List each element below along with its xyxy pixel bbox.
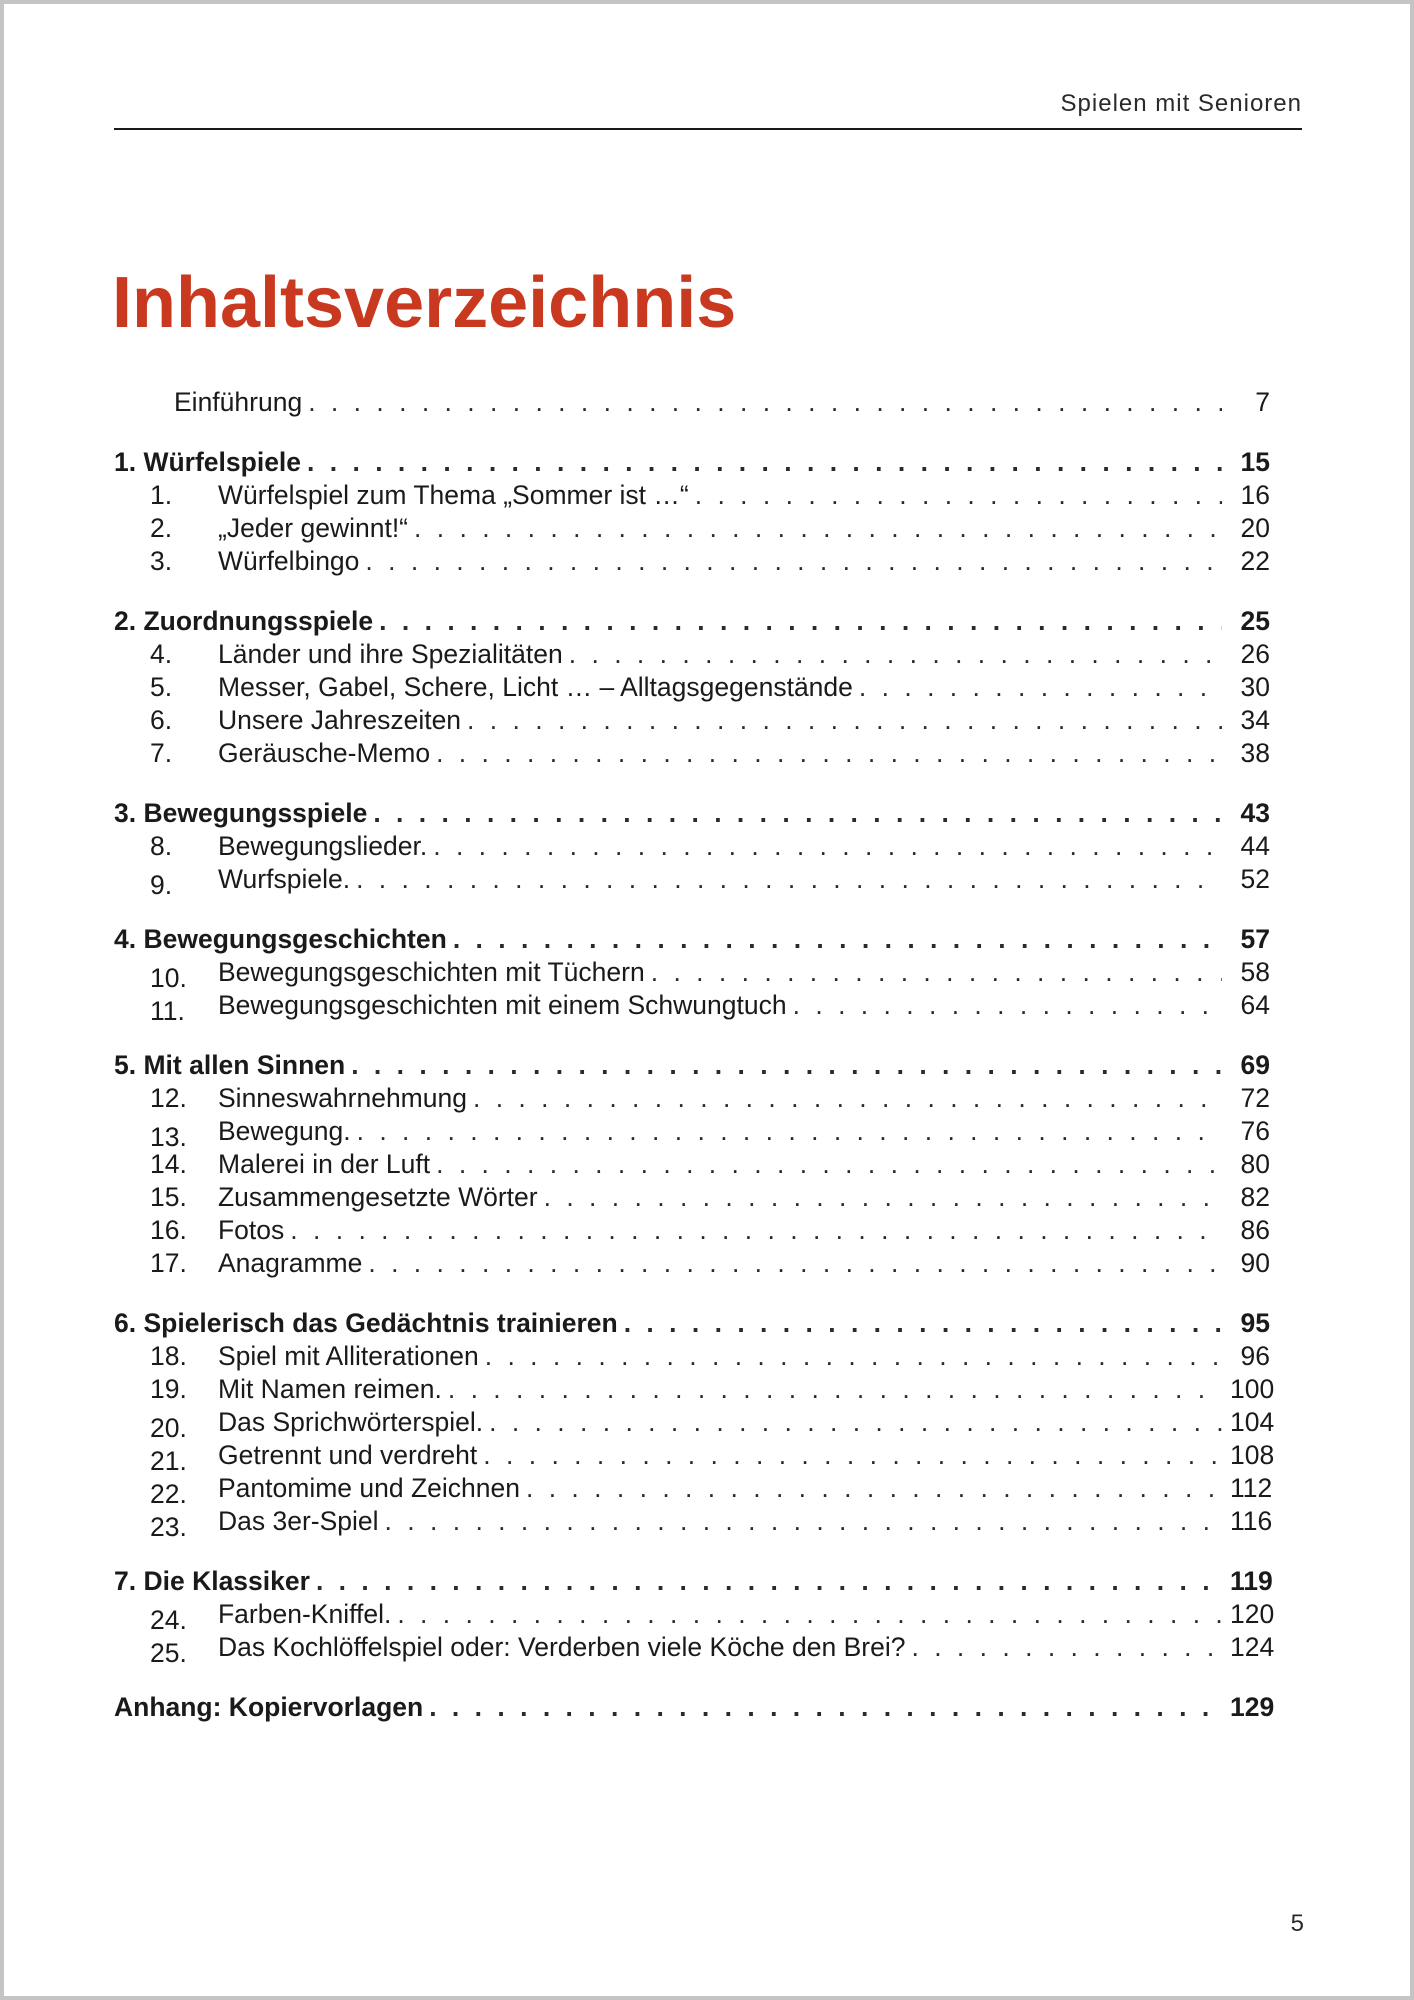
chapter-label: 6. Spielerisch das Gedächtnis trainieren <box>114 1308 618 1338</box>
leader-dots <box>356 863 1222 896</box>
running-header: Spielen mit Senioren <box>1060 90 1302 117</box>
leader-dots <box>526 1472 1222 1505</box>
toc-item[interactable] <box>114 956 1270 993</box>
leader-dots <box>544 1181 1222 1214</box>
item-label: Spiel mit Alliterationen <box>218 1341 479 1371</box>
item-number: 4. <box>150 639 173 669</box>
item-page: 22 <box>1240 546 1270 576</box>
item-number: 25. <box>150 1638 187 1668</box>
leader-dots <box>308 386 1222 419</box>
leader-dots <box>429 1691 1222 1724</box>
item-page: 80 <box>1240 1149 1270 1179</box>
item-number: 8. <box>150 831 173 861</box>
leader-dots <box>368 1247 1222 1280</box>
item-label: Sinneswahrnehmung <box>218 1083 467 1113</box>
item-label: Mit Namen reimen. <box>218 1374 442 1404</box>
item-label: „Jeder gewinnt!“ <box>218 513 409 543</box>
toc-chapter[interactable] <box>114 605 1270 638</box>
item-label: Bewegungslieder. <box>218 831 428 861</box>
item-label: Getrennt und verdreht <box>218 1440 478 1470</box>
toc-item[interactable] <box>114 1406 1275 1443</box>
item-number: 13. <box>150 1122 187 1152</box>
item-label: Malerei in der Luft <box>218 1149 431 1179</box>
chapter-page: 119 <box>1230 1566 1273 1596</box>
leader-dots <box>397 1598 1222 1631</box>
toc-item[interactable] <box>114 479 1270 512</box>
leader-dots <box>859 671 1222 704</box>
leader-dots <box>379 605 1222 638</box>
leader-dots <box>307 446 1222 479</box>
leader-dots <box>793 989 1222 1022</box>
item-page: 16 <box>1240 480 1270 510</box>
toc-item[interactable] <box>114 671 1270 704</box>
item-page: 90 <box>1240 1248 1270 1278</box>
leader-dots <box>453 923 1222 956</box>
item-page: 26 <box>1240 639 1270 669</box>
item-page: 64 <box>1240 990 1270 1020</box>
item-label: Anagramme <box>218 1248 363 1278</box>
leader-dots <box>436 737 1222 770</box>
leader-dots <box>489 1406 1222 1439</box>
chapter-label: 5. Mit allen Sinnen <box>114 1050 346 1080</box>
item-page: 124 <box>1230 1632 1275 1662</box>
toc-item[interactable] <box>114 1340 1270 1373</box>
chapter-label: 1. Würfelspiele <box>114 447 302 477</box>
toc-item[interactable] <box>114 638 1270 671</box>
leader-dots <box>485 1340 1222 1373</box>
item-page: 120 <box>1230 1599 1275 1629</box>
toc-appendix[interactable] <box>114 1691 1275 1724</box>
leader-dots <box>385 1505 1222 1538</box>
leader-dots <box>473 1082 1222 1115</box>
toc-item[interactable] <box>114 1439 1275 1476</box>
item-label: Pantomime und Zeichnen <box>218 1473 520 1503</box>
item-label: Geräusche-Memo <box>218 738 431 768</box>
table-of-contents <box>114 386 1275 1724</box>
toc-chapter[interactable] <box>114 1307 1270 1340</box>
chapter-page: 43 <box>1240 798 1270 828</box>
item-number: 12. <box>150 1083 187 1113</box>
item-page: 100 <box>1230 1374 1275 1404</box>
leader-dots <box>483 1439 1222 1472</box>
toc-chapter[interactable] <box>114 446 1270 479</box>
chapter-label: 7. Die Klassiker <box>114 1566 310 1596</box>
toc-item[interactable] <box>114 1505 1273 1542</box>
item-number: 21. <box>150 1446 187 1476</box>
item-page: 108 <box>1230 1440 1275 1470</box>
chapter-page: 15 <box>1240 447 1270 477</box>
chapter-page: 57 <box>1240 924 1270 954</box>
leader-dots <box>467 704 1222 737</box>
toc-item[interactable] <box>114 863 1270 900</box>
item-number: 23. <box>150 1512 187 1542</box>
leader-dots <box>373 797 1222 830</box>
item-page: 116 <box>1230 1506 1273 1536</box>
item-label: Unsere Jahreszeiten <box>218 705 462 735</box>
item-number: 24. <box>150 1605 187 1635</box>
item-page: 58 <box>1240 957 1270 987</box>
item-label: Fotos <box>218 1215 285 1245</box>
toc-item[interactable] <box>114 1247 1270 1280</box>
item-number: 10. <box>150 963 187 993</box>
item-label: Würfelspiel zum Thema „Sommer ist …“ <box>218 480 689 510</box>
toc-item[interactable] <box>114 830 1270 863</box>
item-number: 14. <box>150 1149 187 1179</box>
leader-dots <box>357 1115 1222 1148</box>
chapter-page: 25 <box>1240 606 1270 636</box>
item-page: 20 <box>1240 513 1270 543</box>
item-page: 44 <box>1240 831 1270 861</box>
item-page: 112 <box>1230 1473 1273 1503</box>
appendix-label: Anhang: Kopiervorlagen <box>114 1692 424 1722</box>
toc-item[interactable] <box>114 1115 1270 1152</box>
item-page: 82 <box>1240 1182 1270 1212</box>
item-number: 5. <box>150 672 173 702</box>
item-label: Länder und ihre Spezialitäten <box>218 639 563 669</box>
item-page: 38 <box>1240 738 1270 768</box>
item-page: 72 <box>1240 1083 1270 1113</box>
item-number: 20. <box>150 1413 187 1443</box>
item-number: 18. <box>150 1341 187 1371</box>
item-number: 3. <box>150 546 173 576</box>
toc-chapter[interactable] <box>114 797 1270 830</box>
item-label: Zusammengesetzte Wörter <box>218 1182 538 1212</box>
chapter-page: 69 <box>1240 1050 1270 1080</box>
item-label: Das 3er-Spiel <box>218 1506 379 1536</box>
toc-chapter[interactable] <box>114 1565 1273 1598</box>
toc-item[interactable] <box>114 1082 1270 1115</box>
item-number: 9. <box>150 870 173 900</box>
toc-item[interactable] <box>114 545 1270 578</box>
item-number: 11. <box>150 996 185 1026</box>
item-label: Das Sprichwörterspiel. <box>218 1407 484 1437</box>
item-page: 52 <box>1240 864 1270 894</box>
toc-item[interactable] <box>114 989 1270 1026</box>
leader-dots <box>433 830 1222 863</box>
toc-item[interactable] <box>114 1598 1275 1635</box>
toc-entry-page: 7 <box>1255 387 1270 417</box>
chapter-label: 3. Bewegungsspiele <box>114 798 368 828</box>
item-label: Das Kochlöffelspiel oder: Verderben viele Köche den Brei? <box>218 1632 906 1662</box>
leader-dots <box>695 479 1222 512</box>
item-label: Messer, Gabel, Schere, Licht … – Alltagsgegenstände <box>218 672 853 702</box>
appendix-page: 129 <box>1230 1692 1275 1722</box>
toc-item[interactable] <box>114 1214 1270 1247</box>
item-label: Würfelbingo <box>218 546 360 576</box>
toc-item[interactable] <box>114 1148 1270 1181</box>
item-label: Bewegungsgeschichten mit einem Schwungtuch <box>218 990 787 1020</box>
item-number: 1. <box>150 480 173 510</box>
toc-item[interactable] <box>114 1373 1275 1406</box>
toc-chapter[interactable] <box>114 923 1270 956</box>
leader-dots <box>351 1049 1222 1082</box>
chapter-label: 2. Zuordnungsspiele <box>114 606 374 636</box>
item-label: Bewegung. <box>218 1116 351 1146</box>
leader-dots <box>290 1214 1222 1247</box>
item-number: 22. <box>150 1479 187 1509</box>
item-page: 96 <box>1240 1341 1270 1371</box>
chapter-page: 95 <box>1240 1308 1270 1338</box>
item-page: 76 <box>1240 1116 1270 1146</box>
chapter-label: 4. Bewegungsgeschichten <box>114 924 447 954</box>
leader-dots <box>651 956 1222 989</box>
item-label: Bewegungsgeschichten mit Tüchern <box>218 957 645 987</box>
toc-entry-label: Einführung <box>174 387 303 417</box>
page-number: 5 <box>1290 1910 1304 1937</box>
item-number: 7. <box>150 738 173 768</box>
leader-dots <box>624 1307 1222 1340</box>
item-page: 30 <box>1240 672 1270 702</box>
item-page: 34 <box>1240 705 1270 735</box>
item-page: 86 <box>1240 1215 1270 1245</box>
page-title: Inhaltsverzeichnis <box>112 263 737 343</box>
item-number: 19. <box>150 1374 187 1404</box>
item-label: Wurfspiele. <box>218 864 351 894</box>
leader-dots <box>436 1148 1222 1181</box>
leader-dots <box>569 638 1222 671</box>
toc-item[interactable] <box>114 704 1270 737</box>
toc-item[interactable] <box>114 1181 1270 1214</box>
item-number: 16. <box>150 1215 187 1245</box>
toc-item[interactable] <box>114 737 1270 770</box>
leader-dots <box>316 1565 1222 1598</box>
item-number: 2. <box>150 513 173 543</box>
leader-dots <box>365 545 1222 578</box>
item-number: 17. <box>150 1248 187 1278</box>
leader-dots <box>911 1631 1222 1664</box>
item-label: Farben-Kniffel. <box>218 1599 392 1629</box>
item-number: 6. <box>150 705 173 735</box>
item-number: 15. <box>150 1182 187 1212</box>
leader-dots <box>448 1373 1222 1406</box>
toc-entry-intro[interactable] <box>114 386 1270 419</box>
header-rule <box>114 128 1302 130</box>
toc-chapter[interactable] <box>114 1049 1270 1082</box>
toc-item[interactable] <box>114 1472 1273 1509</box>
item-page: 104 <box>1230 1407 1275 1437</box>
toc-item[interactable] <box>114 512 1270 545</box>
leader-dots <box>414 512 1222 545</box>
toc-item[interactable] <box>114 1631 1275 1668</box>
